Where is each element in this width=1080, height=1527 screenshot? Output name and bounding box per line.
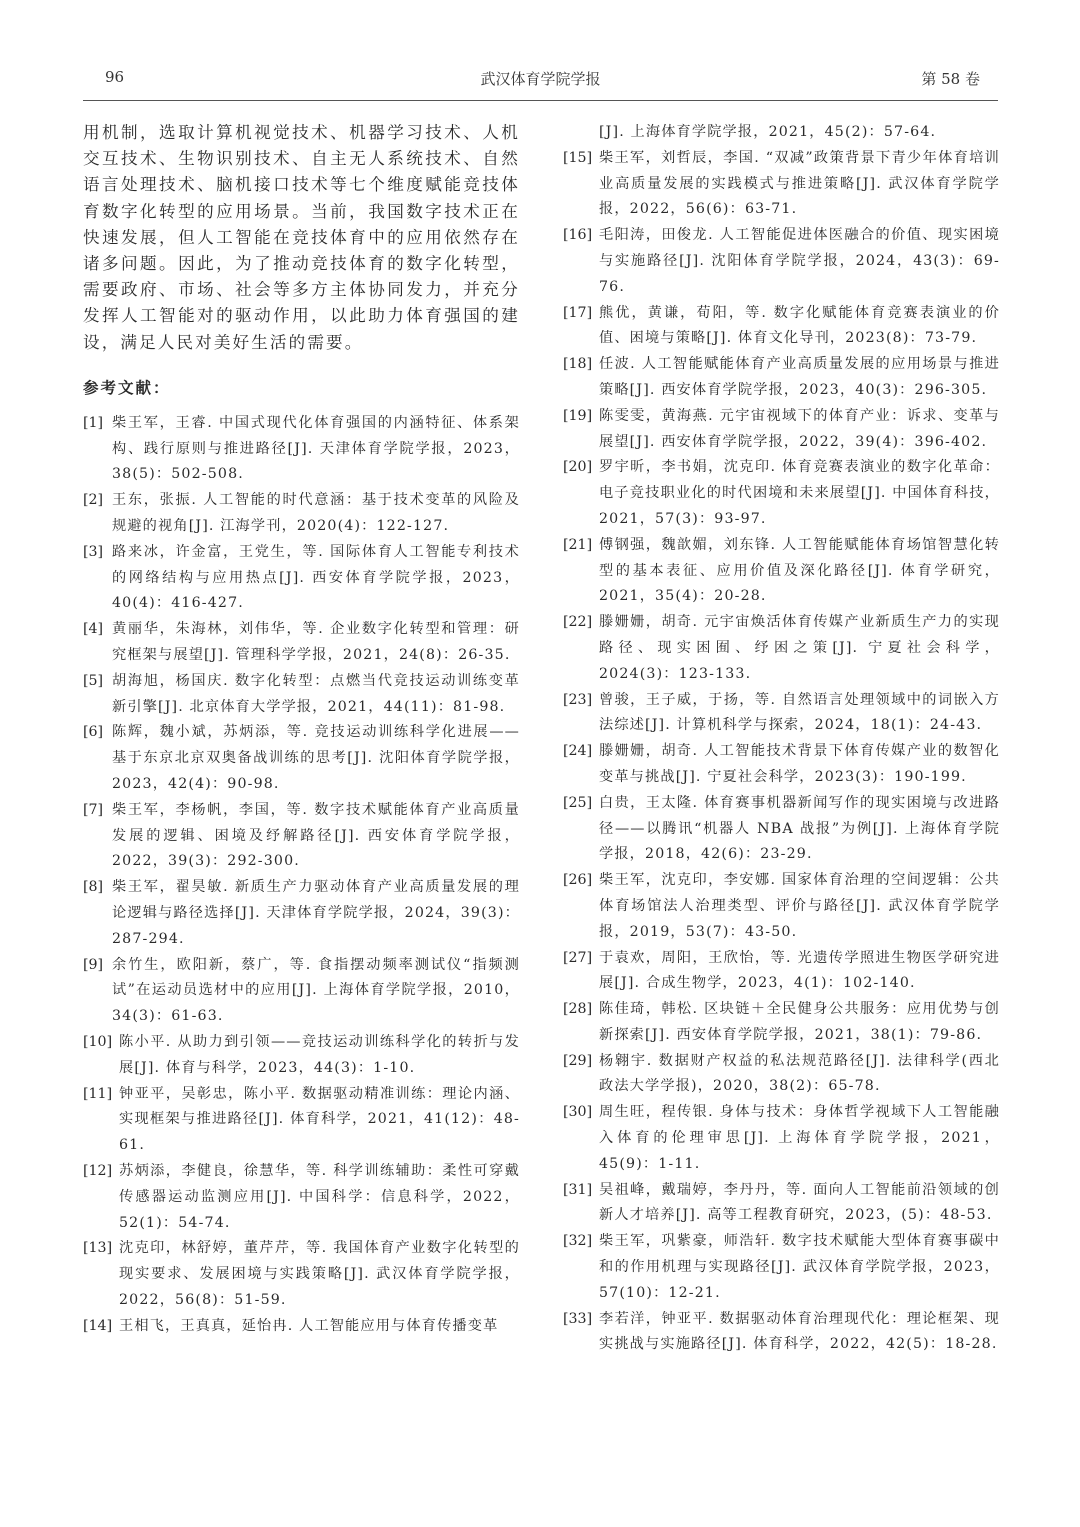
reference-list-right [563, 120, 1000, 1358]
reference-item: [8] 柴王军，翟昊敏. 新质生产力驱动体育产业高质量发展的理论逻辑与路径选择[J]. 天津体育学院学报，2024，39(3)：287-294. [83, 879, 520, 947]
journal-title: 武汉体育学院学报 [480, 70, 601, 88]
reference-item: [6] 陈辉，魏小斌，苏炳添，等. 竞技运动训练科学化进展——基于东京北京双奥备战训练的思考[J]. 沈阳体育学院学报，2023，42(4)：90-98. [83, 724, 520, 792]
reference-item: [17] 熊优，黄谦，荀阳，等. 数字化赋能体育竞赛表演业的价值、困境与策略[J]. 体育文化导刊，2023(8)：73-79. [563, 304, 1000, 347]
reference-item: [3] 路来冰，许金富，王党生，等. 国际体育人工智能专利技术的网络结构与应用热点[J]. 西安体育学院学报，2023，40(4)：416-427. [83, 543, 520, 612]
body-paragraph: 用机制，选取计算机视觉技术、机器学习技术、人机交互技术、生物识别技术、自主无人系统技术、自然语言处理技术、脑机接口技术等七个维度赋能竞技体育数字化转型的应用场景。当前，我国数字技术正在快速发展，但人工智能在竞技体育中的应用依然存在诸多问题。因此，为了推动竞技体育的数字化转型，需要政府、市场、社会等多方主体协同发力，并充分发挥人工智能对的驱动作用，以此助力体育强国的建设，满足人民对美好生活的需要。 [83, 123, 520, 352]
running-header [83, 68, 998, 98]
reference-item: [31] 吴祖峰，戴瑞婷，李丹丹，等. 面向人工智能前沿领域的创新人才培养[J]. 高等工程教育研究，2023，(5)：48-53. [563, 1181, 1000, 1224]
reference-item: [23] 曾骏，王子威，于扬，等. 自然语言处理领域中的词嵌入方法综述[J]. 计算机科学与探索，2024，18(1)：24-43. [563, 691, 1000, 734]
page-number: 96 [105, 68, 125, 86]
volume-label: 第 58 卷 [921, 70, 980, 88]
reference-list-left [83, 411, 520, 1340]
reference-item: [32] 柴王军，巩紫豪，师浩轩. 数字技术赋能大型体育赛事碳中和的作用机理与实现路径[J]. 武汉体育学院学报，2023，57(10)：12-21. [563, 1233, 1000, 1301]
reference-item: [13] 沈克印，林舒婷，董芹芹，等. 我国体育产业数字化转型的现实要求、发展困境与实践策略[J]. 武汉体育学院学报，2022，56(8)：51-59. [83, 1240, 520, 1308]
reference-item-continuation: [J]. 上海体育学院学报，2021，45(2)：57-64. [599, 124, 937, 140]
reference-item: [2] 王东，张振. 人工智能的时代意涵：基于技术变革的风险及规避的视角[J]. 江海学刊，2020(4)：122-127. [83, 492, 520, 535]
reference-item: [20] 罗宇昕，李书娟，沈克印. 体育竞赛表演业的数字化革命：电子竞技职业化的时代困境和未来展望[J]. 中国体育科技，2021，57(3)：93-97. [563, 459, 1000, 527]
reference-item: [30] 周生旺，程传银. 身体与技术：身体哲学视域下人工智能融入体育的伦理审思[J]. 上海体育学院学报，2021，45(9)：1-11. [563, 1104, 1000, 1172]
references-heading: 参考文献： [83, 378, 171, 397]
right-column [563, 120, 1000, 1358]
reference-item: [12] 苏炳添，李健良，徐慧华，等. 科学训练辅助：柔性可穿戴传感器运动监测应用[J]. 中国科学：信息科学，2022，52(1)：54-74. [83, 1162, 520, 1231]
reference-item: [18] 任波. 人工智能赋能体育产业高质量发展的应用场景与推进策略[J]. 西安体育学院学报，2023，40(3)：296-305. [563, 356, 1000, 398]
reference-item: [7] 柴王军，李杨帆，李国，等. 数字技术赋能体育产业高质量发展的逻辑、困境及纾解路径[J]. 西安体育学院学报，2022，39(3)：292-300. [83, 801, 520, 870]
reference-item: [33] 李若洋，钟亚平. 数据驱动体育治理现代化：理论框架、现实挑战与实施路径[J]. 体育科学，2022，42(5)：18-28. [563, 1310, 1000, 1353]
reference-item: [16] 毛阳涛，田俊龙. 人工智能促进体医融合的价值、现实困境与实施路径[J]. 沈阳体育学院学报，2024，43(3)：69-76. [563, 227, 1000, 295]
reference-item: [28] 陈佳琦，韩松. 区块链＋全民健身公共服务：应用优势与创新探索[J]. 西安体育学院学报，2021，38(1)：79-86. [563, 1001, 1000, 1043]
reference-item: [29] 杨翱宇. 数据财产权益的私法规范路径[J]. 法律科学(西北政法大学学报)，2020，38(2)：65-78. [563, 1052, 1000, 1095]
reference-item: [9] 余竹生，欧阳新，蔡广，等. 食指摆动频率测试仪“指频测试”在运动员选材中的应用[J]. 上海体育学院学报，2010，34(3)：61-63. [83, 956, 520, 1025]
reference-item: [14] 王相飞，王真真，延怡冉. 人工智能应用与体育传播变革 [83, 1317, 499, 1334]
reference-item: [11] 钟亚平，吴彰忠，陈小平. 数据驱动精准训练：理论内涵、实现框架与推进路径[J]. 体育科学，2021，41(12)：48-61. [83, 1085, 520, 1154]
left-column [83, 120, 520, 1340]
reference-item: [19] 陈雯雯，黄海燕. 元宇宙视域下的体育产业：诉求、变革与展望[J]. 西安体育学院学报，2022，39(4)：396-402. [563, 407, 1000, 450]
reference-item: [4] 黄丽华，朱海林，刘伟华，等. 企业数字化转型和管理：研究框架与展望[J]. 管理科学学报，2021，24(8)：26-35. [83, 621, 520, 663]
reference-item: [1] 柴王军，王睿. 中国式现代化体育强国的内涵特征、体系架构、践行原则与推进路径[J]. 天津体育学院学报，2023，38(5)：502-508. [83, 414, 520, 483]
reference-item: [26] 柴王军，沈克印，李安娜. 国家体育治理的空间逻辑：公共体育场馆法人治理类型、评价与路径[J]. 武汉体育学院学报，2019，53(7)：43-50. [563, 872, 1000, 940]
reference-item: [27] 于袁欢，周阳，王欣怡，等. 光遗传学照进生物医学研究进展[J]. 合成生物学，2023，4(1)：102-140. [563, 949, 1000, 992]
reference-item: [10] 陈小平. 从助力到引领——竞技运动训练科学化的转折与发展[J]. 体育与科学，2023，44(3)：1-10. [83, 1033, 520, 1076]
reference-item: [25] 白贵，王太隆. 体育赛事机器新闻写作的现实困境与改进路径——以腾讯“机器人 NBA 战报”为例[J]. 上海体育学院学报，2018，42(6)：23-29. [563, 794, 1000, 863]
header-rule [83, 100, 998, 101]
reference-item: [21] 傅钢强，魏歆媚，刘东锋. 人工智能赋能体育场馆智慧化转型的基本表征、应用价值及深化路径[J]. 体育学研究，2021，35(4)：20-28. [563, 536, 1000, 605]
reference-item: [15] 柴王军，刘哲辰，李国. “双减”政策背景下青少年体育培训业高质量发展的实践模式与推进策略[J]. 武汉体育学院学报，2022，56(6)：63-71. [563, 149, 1000, 218]
reference-item: [5] 胡海旭，杨国庆. 数字化转型：点燃当代竞技运动训练变革新引擎[J]. 北京体育大学学报，2021，44(11)：81-98. [83, 672, 520, 715]
reference-item: [24] 滕姗姗，胡奇. 人工智能技术背景下体育传媒产业的数智化变革与挑战[J]. 宁夏社会科学，2023(3)：190-199. [563, 743, 1000, 785]
reference-item: [22] 滕姗姗，胡奇. 元宇宙焕活体育传媒产业新质生产力的实现路径、现实困囿、纾困之策[J]. 宁夏社会科学，2024(3)：123-133. [563, 614, 1000, 682]
